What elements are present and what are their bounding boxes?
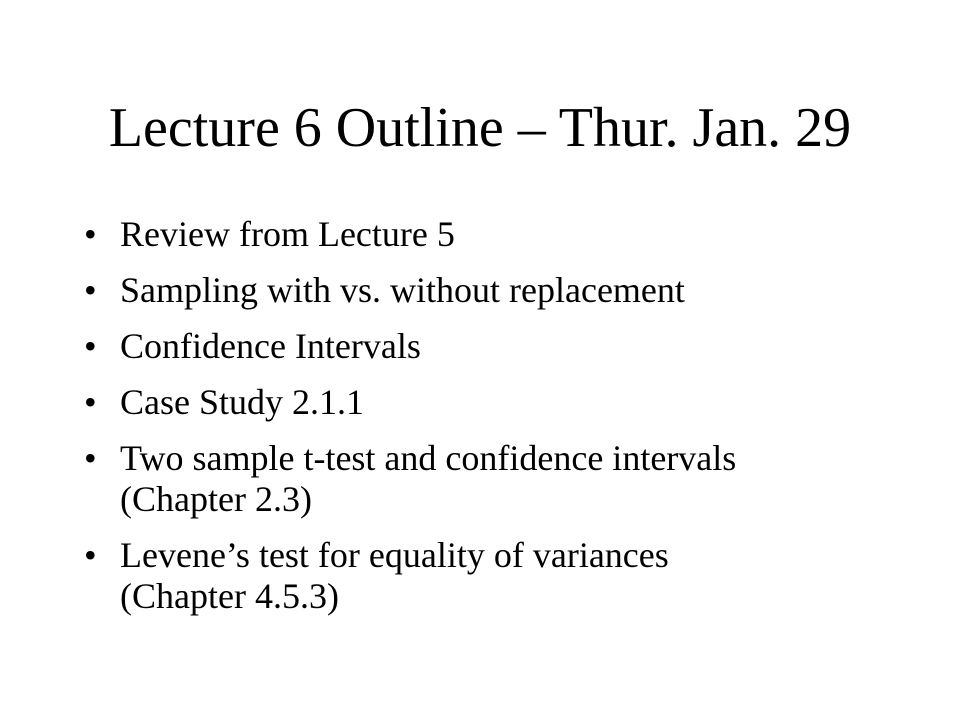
bullet-text-continuation: (Chapter 4.5.3) <box>120 576 339 616</box>
bullet-item-sampling <box>84 270 884 311</box>
bullet-icon: • <box>84 326 97 366</box>
bullet-text-continuation: (Chapter 2.3) <box>120 479 312 519</box>
bullet-icon: • <box>84 438 97 478</box>
bullet-item-case-study <box>84 382 884 423</box>
bullet-icon: • <box>84 535 97 575</box>
bullet-item-confidence-intervals <box>84 326 884 367</box>
bullet-item-review <box>84 214 884 255</box>
bullet-text: Sampling with vs. without replacement <box>120 270 685 310</box>
bullet-icon: • <box>84 214 97 254</box>
bullet-text: Case Study 2.1.1 <box>120 382 365 422</box>
bullet-text: Two sample t-test and confidence intervals <box>120 438 737 478</box>
bullet-item-levenes-test <box>84 535 884 617</box>
bullet-list <box>84 214 884 632</box>
bullet-text: Confidence Intervals <box>120 326 421 366</box>
bullet-text: Review from Lecture 5 <box>120 214 455 254</box>
slide-title: Lecture 6 Outline – Thur. Jan. 29 <box>108 97 852 159</box>
bullet-item-two-sample-t-test <box>84 438 884 520</box>
bullet-icon: • <box>84 270 97 310</box>
bullet-icon: • <box>84 382 97 422</box>
bullet-text: Levene’s test for equality of variances <box>120 535 669 575</box>
